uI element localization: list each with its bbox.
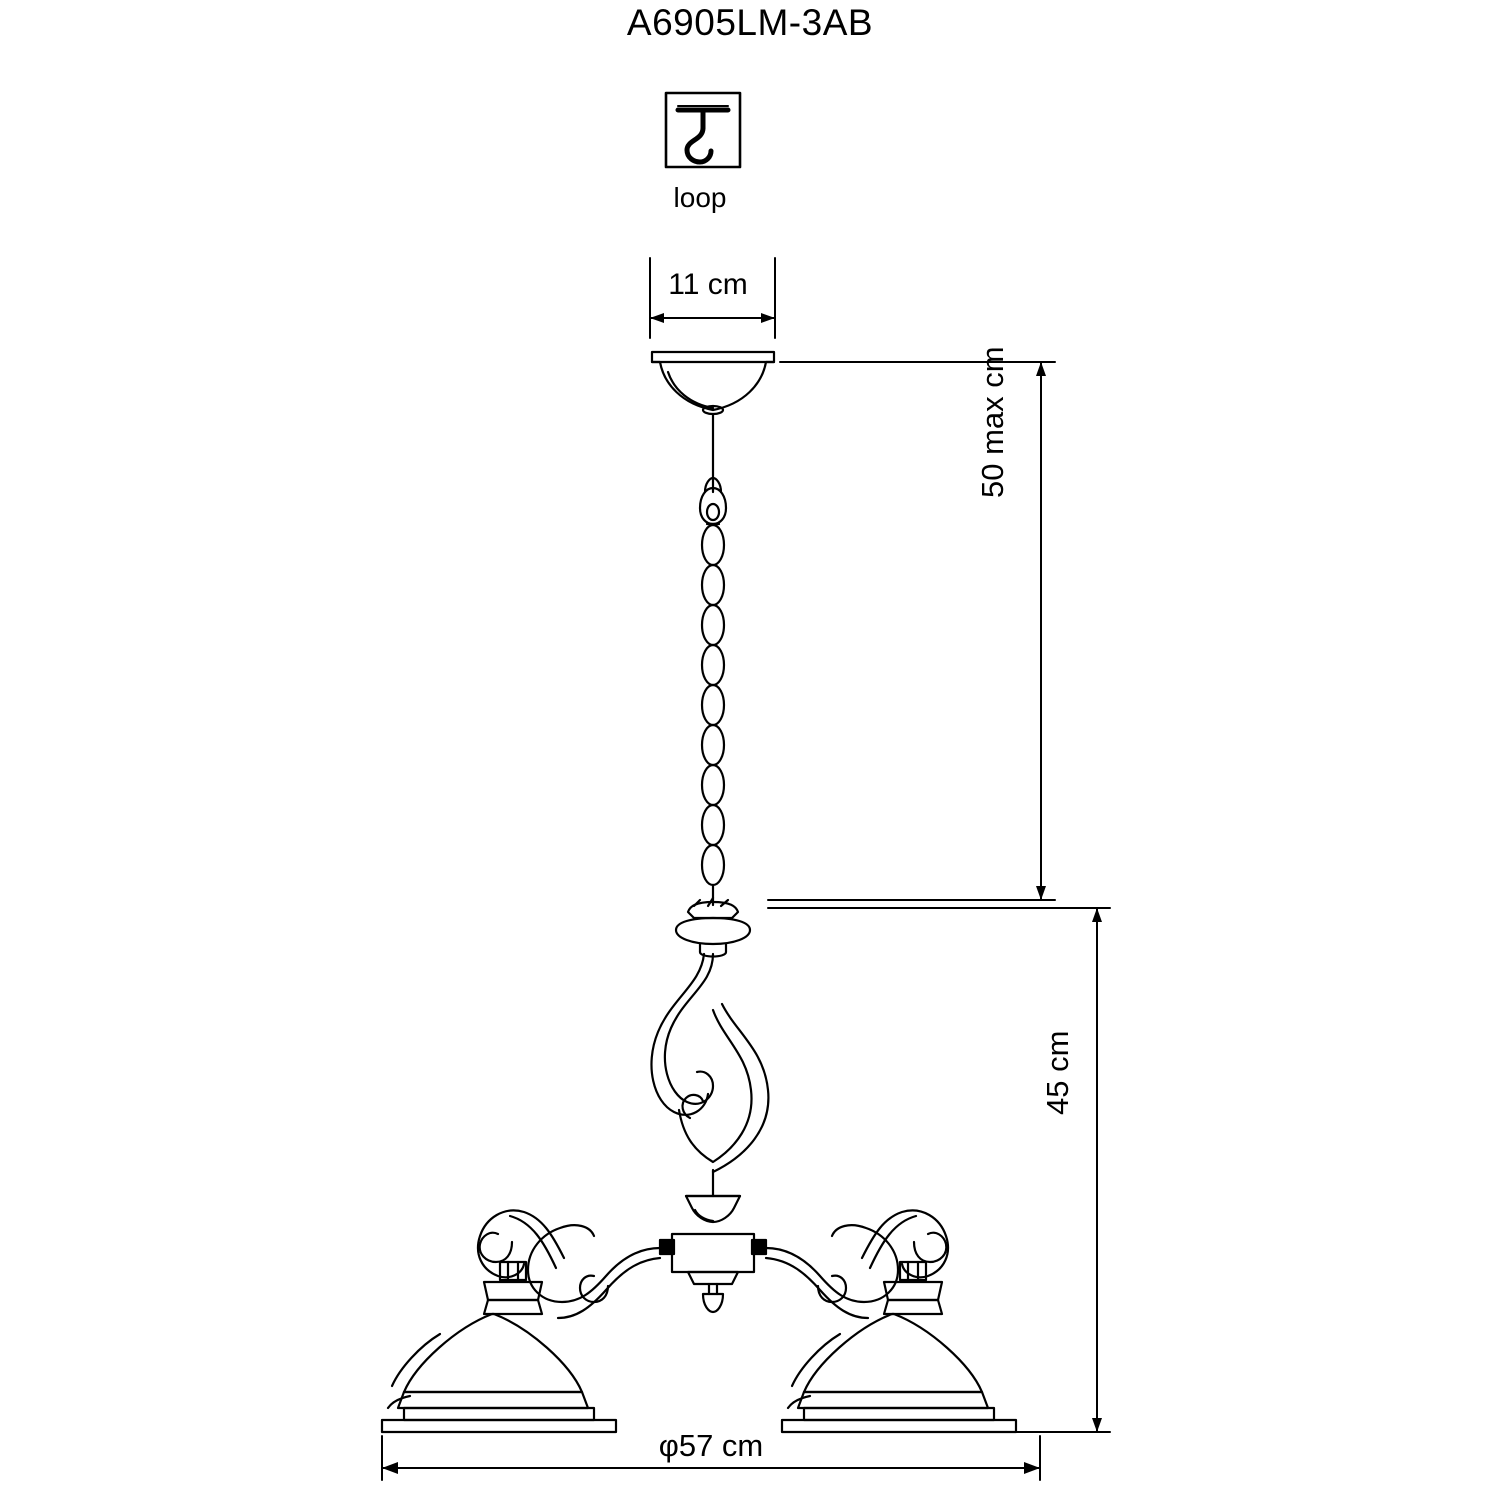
center-lower-cup xyxy=(686,1196,740,1222)
dimension-top-arrow xyxy=(650,258,775,338)
loop-label: loop xyxy=(673,182,727,213)
ceiling-canopy xyxy=(652,352,774,414)
suspension-chain xyxy=(700,414,726,905)
central-scroll-body xyxy=(651,954,768,1196)
right-arm xyxy=(766,1210,948,1318)
dimension-bottom xyxy=(382,1436,1040,1480)
page-title: A6905LM-3AB xyxy=(626,2,874,43)
dimension-right-lower xyxy=(768,908,1110,1432)
dimension-right-upper-label: 50 max cm xyxy=(975,346,1010,498)
center-hub xyxy=(660,1234,766,1312)
dimension-bottom-label: φ57 cm xyxy=(658,1428,764,1463)
dimension-right-upper xyxy=(768,362,1055,900)
dimension-right-lower-label: 45 cm xyxy=(1040,1030,1075,1115)
loop-bracket-icon xyxy=(666,93,740,167)
left-arm xyxy=(478,1210,660,1318)
dimension-top-label: 11 cm xyxy=(668,268,748,301)
upper-cup xyxy=(676,898,750,957)
